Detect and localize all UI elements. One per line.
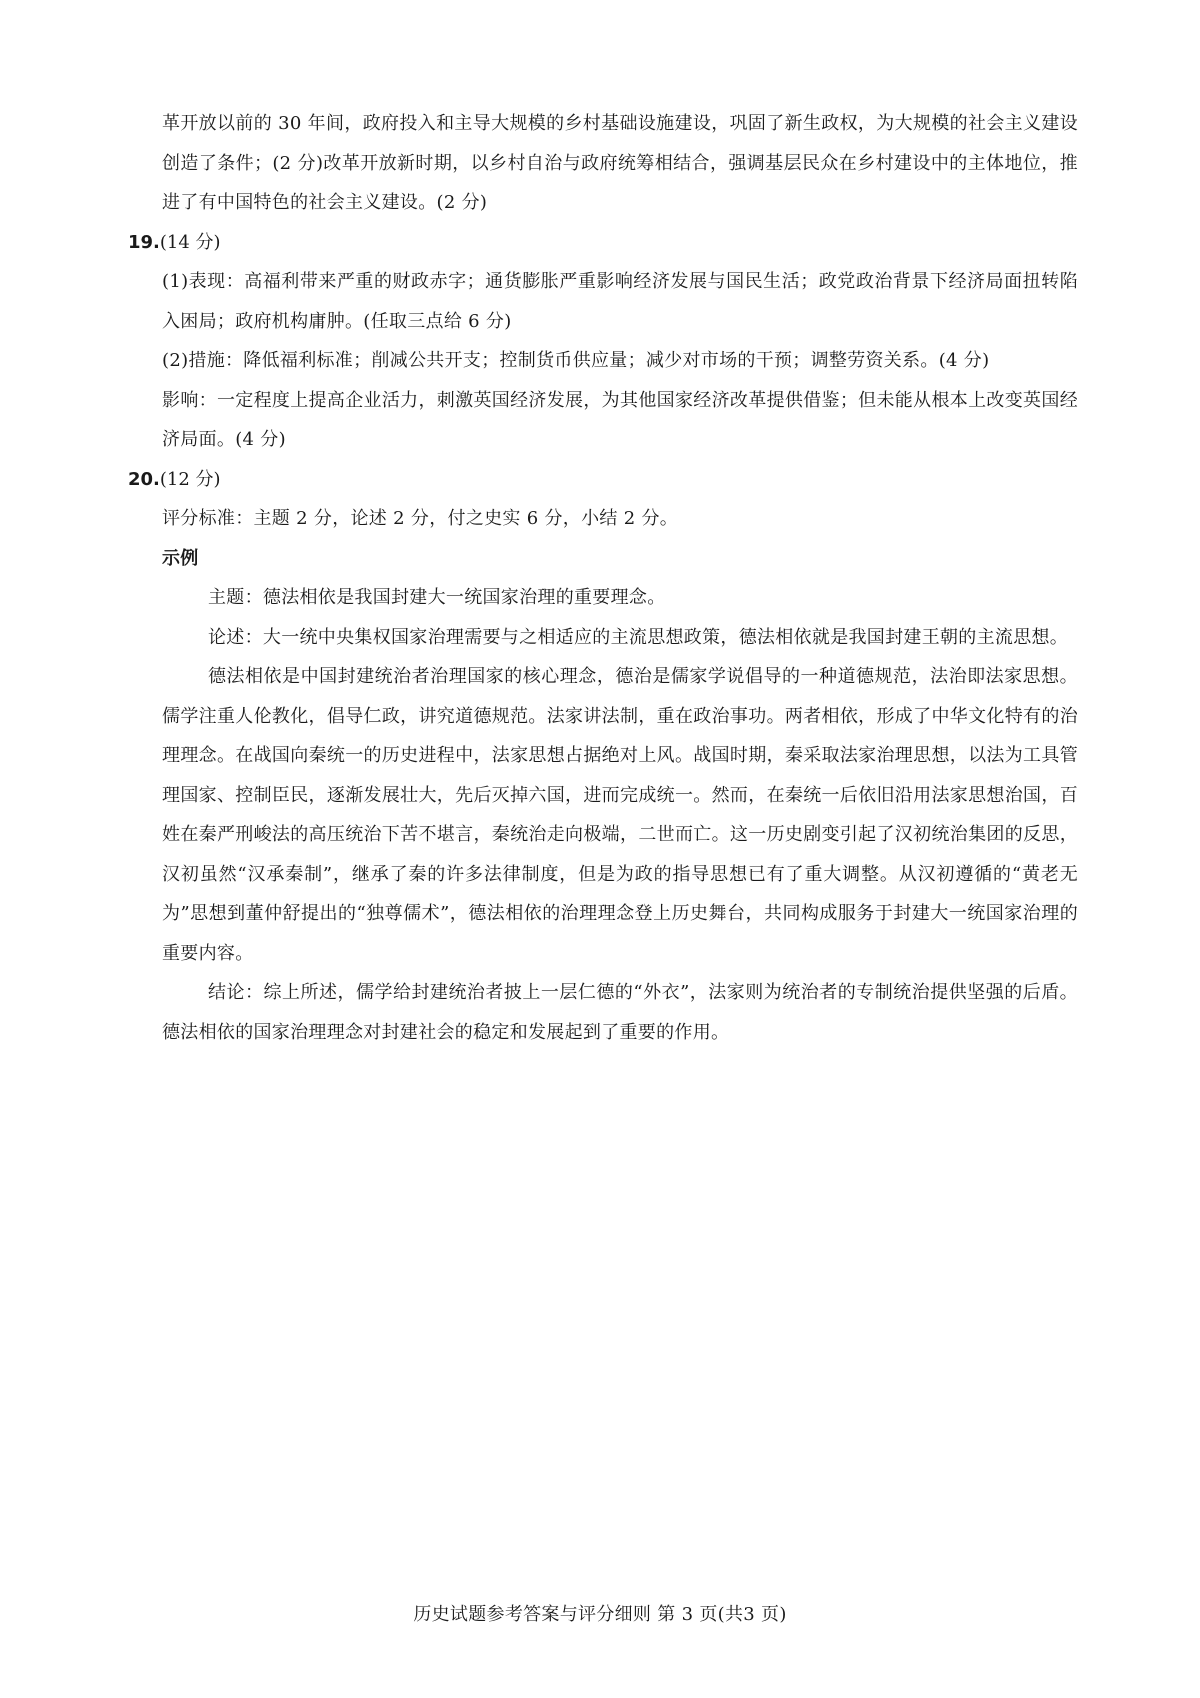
- q20-heading: [128, 460, 1078, 500]
- q19-heading: [128, 223, 1078, 263]
- q20-number: 20.: [128, 468, 160, 490]
- q19-part1: (1)表现：高福利带来严重的财政赤字；通货膨胀严重影响经济发展与国民生活；政党政治背景下经济局面扭转陷入困局；政府机构庸肿。(任取三点给 6 分): [162, 271, 1078, 332]
- q19-points: (14 分): [159, 231, 221, 253]
- q20-conclusion: 结论：综上所述，儒学给封建统治者披上一层仁德的“外衣”，法家则为统治者的专制统治提供坚强的后盾。德法相依的国家治理理念对封建社会的稳定和发展起到了重要的作用。: [162, 982, 1078, 1043]
- q19-part3: 影响：一定程度上提高企业活力，刺激英国经济发展，为其他国家经济改革提供借鉴；但未能从根本上改变英国经济局面。(4 分): [162, 389, 1078, 450]
- q20-example-heading: [128, 539, 1078, 579]
- q20-points: (12 分): [159, 468, 221, 490]
- q20-body: 德法相依是中国封建统治者治理国家的核心理念，德治是儒家学说倡导的一种道德规范，法治即法家思想。儒学注重人伦教化，倡导仁政，讲究道德规范。法家讲法制，重在政治事功。两者相依，形成了中华文化特有的治理理念。在战国向秦统一的历史进程中，法家思想占据绝对上风。战国时期，秦采取法家治理思想，以法为工具管理国家、控制臣民，逐渐发展壮大，先后灭掉六国，进而完成统一。然而，在秦统一后依旧沿用法家思想治国，百姓在秦严刑峻法的高压统治下苦不堪言，秦统治走向极端，二世而亡。这一历史剧变引起了汉初统治集团的反思，汉初虽然“汉承秦制”，继承了秦的许多法律制度，但是为政的指导思想已有了重大调整。从汉初遵循的“黄老无为”思想到董仲舒提出的“独尊儒术”，德法相依的治理理念登上历史舞台，共同构成服务于封建大一统国家治理的重要内容。: [162, 666, 1078, 964]
- q20-argument: 论述：大一统中央集权国家治理需要与之相适应的主流思想政策，德法相依就是我国封建王朝的主流思想。: [208, 626, 1069, 648]
- q20-scoring: 评分标准：主题 2 分，论述 2 分，付之史实 6 分，小结 2 分。: [162, 508, 679, 529]
- q20-example-label: 示例: [162, 547, 199, 569]
- answer-content: [128, 104, 1078, 1052]
- q19-part2: (2)措施：降低福利标准；削减公共开支；控制货币供应量；减少对市场的干预；调整劳资关系。(4 分): [162, 350, 990, 371]
- q20-theme: 主题：德法相依是我国封建大一统国家治理的重要理念。: [208, 587, 666, 608]
- q19-number: 19.: [128, 231, 160, 253]
- q18-continuation: 革开放以前的 30 年间，政府投入和主导大规模的乡村基础设施建设，巩固了新生政权，为大规模的社会主义建设创造了条件；(2 分)改革开放新时期，以乡村自治与政府统筹相结合，强调基层民众在乡村建设中的主体地位，推进了有中国特色的社会主义建设。(2 分): [162, 113, 1078, 213]
- page-footer: 历史试题参考答案与评分细则 第 3 页(共3 页): [413, 1604, 787, 1625]
